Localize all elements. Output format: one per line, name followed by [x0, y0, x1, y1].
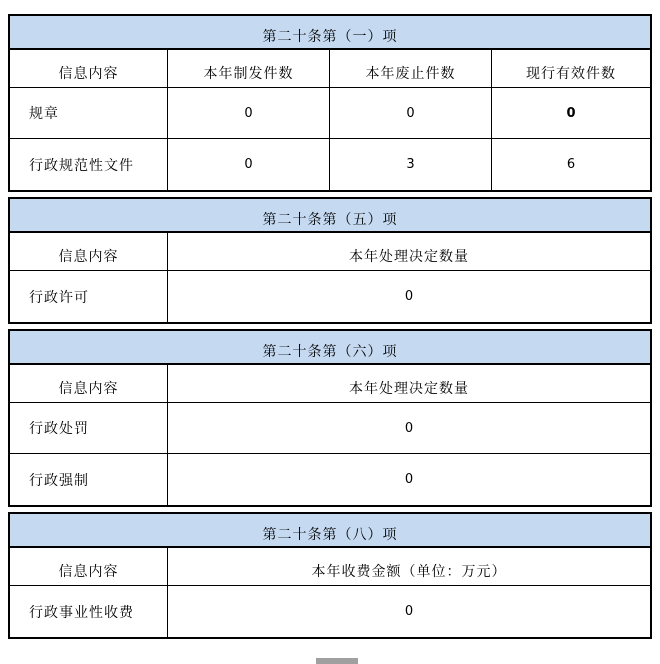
value-cell: 6 — [566, 157, 576, 172]
table-row — [10, 454, 650, 505]
section-article20-item8 — [8, 512, 652, 639]
table-row — [10, 88, 650, 139]
header-cell-abolished-count: 本年废止件数 — [330, 50, 492, 87]
header-cell-decisions-count: 本年处理决定数量 — [349, 381, 469, 397]
section-title-band: 第二十条第（六）项 — [10, 331, 650, 365]
scrollbar-thumb[interactable] — [316, 658, 358, 664]
header-cell-info-content: 信息内容 — [10, 233, 168, 270]
header-cell-fees-amount: 本年收费金额（单位：万元） — [311, 564, 507, 580]
section-article20-item5 — [8, 197, 652, 324]
value-cell: 0 — [404, 604, 414, 619]
table-row — [10, 271, 650, 322]
header-cell-decisions-count: 本年处理决定数量 — [349, 249, 469, 265]
section-title-band: 第二十条第（八）项 — [10, 514, 650, 548]
value-cell: 0 — [404, 289, 414, 304]
value-cell: 0 — [168, 139, 330, 190]
section-article20-item1 — [8, 14, 652, 192]
header-cell-info-content: 信息内容 — [10, 365, 168, 402]
value-cell: 0 — [566, 105, 576, 121]
table-header-row — [10, 548, 650, 586]
table-row — [10, 586, 650, 637]
header-cell-effective-count: 现行有效件数 — [526, 66, 616, 82]
row-label-administrative-coercion: 行政强制 — [10, 454, 168, 505]
row-label-normative-documents: 行政规范性文件 — [10, 139, 168, 190]
table-row — [10, 139, 650, 190]
row-label-administrative-penalty: 行政处罚 — [10, 403, 168, 453]
header-cell-issued-count: 本年制发件数 — [168, 50, 330, 87]
value-cell: 0 — [404, 472, 414, 487]
value-cell: 0 — [330, 88, 492, 138]
table-header-row — [10, 50, 650, 88]
value-cell: 3 — [330, 139, 492, 190]
value-cell: 0 — [168, 88, 330, 138]
header-cell-info-content: 信息内容 — [10, 50, 168, 87]
table-row — [10, 403, 650, 454]
value-cell: 0 — [404, 420, 414, 436]
table-header-row — [10, 233, 650, 271]
section-title-band: 第二十条第（一）项 — [10, 16, 650, 50]
row-label-administrative-license: 行政许可 — [10, 271, 168, 322]
row-label-rules: 规章 — [10, 88, 168, 138]
table-header-row — [10, 365, 650, 403]
report-tables — [8, 14, 652, 644]
section-title-band: 第二十条第（五）项 — [10, 199, 650, 233]
section-article20-item6 — [8, 329, 652, 507]
row-label-administrative-fees: 行政事业性收费 — [10, 586, 168, 637]
header-cell-info-content: 信息内容 — [10, 548, 168, 585]
